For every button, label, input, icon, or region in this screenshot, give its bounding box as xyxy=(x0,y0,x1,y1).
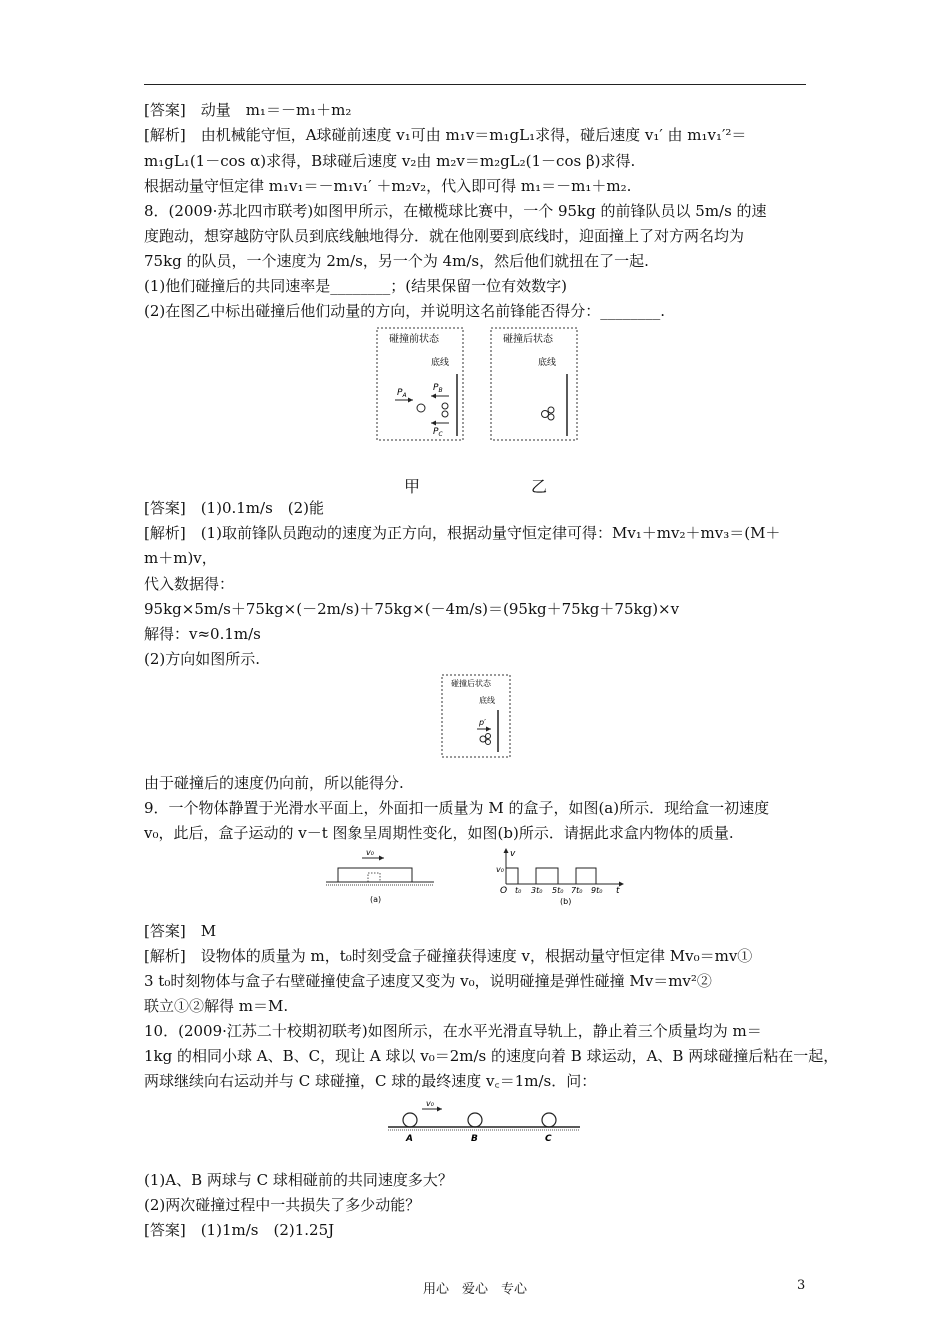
tick-label: 7t₀ xyxy=(571,886,583,895)
question-8-line: (2)在图乙中标出碰撞后他们动量的方向，并说明这名前锋能否得分：________. xyxy=(144,302,666,320)
tick-label: t₀ xyxy=(515,886,522,895)
explanation-line: (2)方向如图所示. xyxy=(144,650,261,668)
figure-collision-states xyxy=(375,326,585,450)
question-9-line: v₀，此后，盒子运动的 v－t 图象呈周期性变化，如图(b)所示．请据此求盒内物体的质量. xyxy=(144,824,734,842)
explanation-line: m＋m)v， xyxy=(144,549,217,567)
figure-box-vt-graph xyxy=(322,844,632,912)
baseline-label: 底线 xyxy=(538,358,557,368)
before-state-title: 碰撞前状态 xyxy=(389,334,439,345)
explanation-line: 联立①②解得 m＝M. xyxy=(144,997,289,1015)
answer-line: [答案] (1)0.1m/s (2)能 xyxy=(144,499,325,517)
after-state-title: 碰撞后状态 xyxy=(503,334,553,345)
question-9-line: 9．一个物体静置于光滑水平面上，外面扣一质量为 M 的盒子，如图(a)所示．现给盒一初速度 xyxy=(144,799,770,817)
question-10-line: 两球继续向右运动并与 C 球碰撞，C 球的最终速度 v꜀＝1m/s．问： xyxy=(144,1072,597,1090)
baseline-label: 底线 xyxy=(431,358,450,368)
question-8-line: (1)他们碰撞后的共同速率是________；(结果保留一位有效数字) xyxy=(144,277,567,295)
question-10-line: 10．(2009·江苏二十校期初联考)如图所示，在水平光滑直导轨上，静止着三个质量均为 m＝ xyxy=(144,1022,762,1040)
tick-label: 3t₀ xyxy=(531,886,543,895)
figure-label-yi: 乙 xyxy=(531,477,548,496)
origin-label: O xyxy=(500,886,508,896)
v0-axis-label: v₀ xyxy=(496,865,504,874)
question-8-line: 8．(2009·苏北四市联考)如图甲所示，在橄榄球比赛中，一个 95kg 的前锋队员以 5m/s 的速 xyxy=(144,202,767,220)
answer-line: [答案] 动量 m₁＝－m₁＋m₂ xyxy=(144,101,352,119)
explanation-line: m₁gL₁(1－cos α)求得，B球碰后速度 v₂由 m₂v＝m₂gL₂(1－cos β)求得. xyxy=(144,152,636,170)
equation-line: 95kg×5m/s＋75kg×(－2m/s)＋75kg×(－4m/s)＝(95kg＋75kg＋75kg)×v xyxy=(144,600,680,618)
explanation-line: 代入数据得： xyxy=(144,575,235,593)
question-8-line: 度跑动，想穿越防守队员到底线触地得分．就在他刚要到底线时，迎面撞上了对方两名均为 xyxy=(144,227,745,245)
explanation-line: 3 t₀时刻物体与盒子右壁碰撞使盒子速度又变为 v₀，说明碰撞是弹性碰撞 Mv＝mv²② xyxy=(144,972,712,990)
question-10-line: (1)A、B 两球与 C 球相碰前的共同速度多大？ xyxy=(144,1171,453,1189)
explanation-line: [解析] 设物体的质量为 m，t₀时刻受盒子碰撞获得速度 v，根据动量守恒定律 Mv₀＝mv① xyxy=(144,947,753,965)
baseline-label: 底线 xyxy=(479,696,495,705)
figure-after-momentum xyxy=(441,674,513,764)
v-axis-label: v xyxy=(510,849,516,859)
question-10-line: 1kg 的相同小球 A、B、C，现让 A 球以 v₀＝2m/s 的速度向着 B 球运动，A、B 两球碰撞后粘在一起， xyxy=(144,1047,839,1065)
header-rule xyxy=(144,84,806,85)
equation-line: 解得：v≈0.1m/s xyxy=(144,625,261,643)
question-10-line: (2)两次碰撞过程中一共损失了多少动能？ xyxy=(144,1196,421,1214)
answer-line: [答案] M xyxy=(144,922,217,940)
figure-a-label: (a) xyxy=(370,895,382,904)
explanation-line: [解析] 由机械能守恒，A球碰前速度 v₁可由 m₁v＝m₁gL₁求得，碰后速度 v₁′ 由 m₁v₁′²＝ xyxy=(144,126,747,144)
momentum-b-label: $P_B$ xyxy=(433,383,443,394)
tick-label: 9t₀ xyxy=(591,886,603,895)
figure-label-jia: 甲 xyxy=(404,477,421,496)
ball-c-label: C xyxy=(545,1134,552,1144)
momentum-a-label: $P_A$ xyxy=(397,388,407,399)
explanation-line: 根据动量守恒定律 m₁v₁＝－m₁v₁′ ＋m₂v₂，代入即可得 m₁＝－m₁＋m₂. xyxy=(144,177,632,195)
figure-three-balls xyxy=(386,1096,586,1150)
v0-label: v₀ xyxy=(426,1099,434,1108)
tick-label: 5t₀ xyxy=(552,886,564,895)
explanation-line: 由于碰撞后的速度仍向前，所以能得分. xyxy=(144,774,404,792)
page-footer: 用心 爱心 专心 xyxy=(422,1282,527,1297)
page-number: 3 xyxy=(797,1278,806,1293)
figure-b-label: (b) xyxy=(560,897,572,906)
answer-line: [答案] (1)1m/s (2)1.25J xyxy=(144,1221,335,1239)
momentum-label: p′ xyxy=(479,718,486,727)
explanation-line: [解析] (1)取前锋队员跑动的速度为正方向，根据动量守恒定律可得：Mv₁＋mv₂＋mv₃＝(M＋ xyxy=(144,524,781,542)
t-axis-label: t xyxy=(616,886,620,896)
after-state-title: 碰撞后状态 xyxy=(451,679,491,688)
v0-label: v₀ xyxy=(366,848,374,857)
momentum-c-label: $P_C$ xyxy=(433,427,443,438)
question-8-line: 75kg 的队员，一个速度为 2m/s，另一个为 4m/s，然后他们就扭在了一起. xyxy=(144,252,649,270)
ball-a-label: A xyxy=(406,1134,413,1144)
ball-b-label: B xyxy=(471,1134,478,1144)
